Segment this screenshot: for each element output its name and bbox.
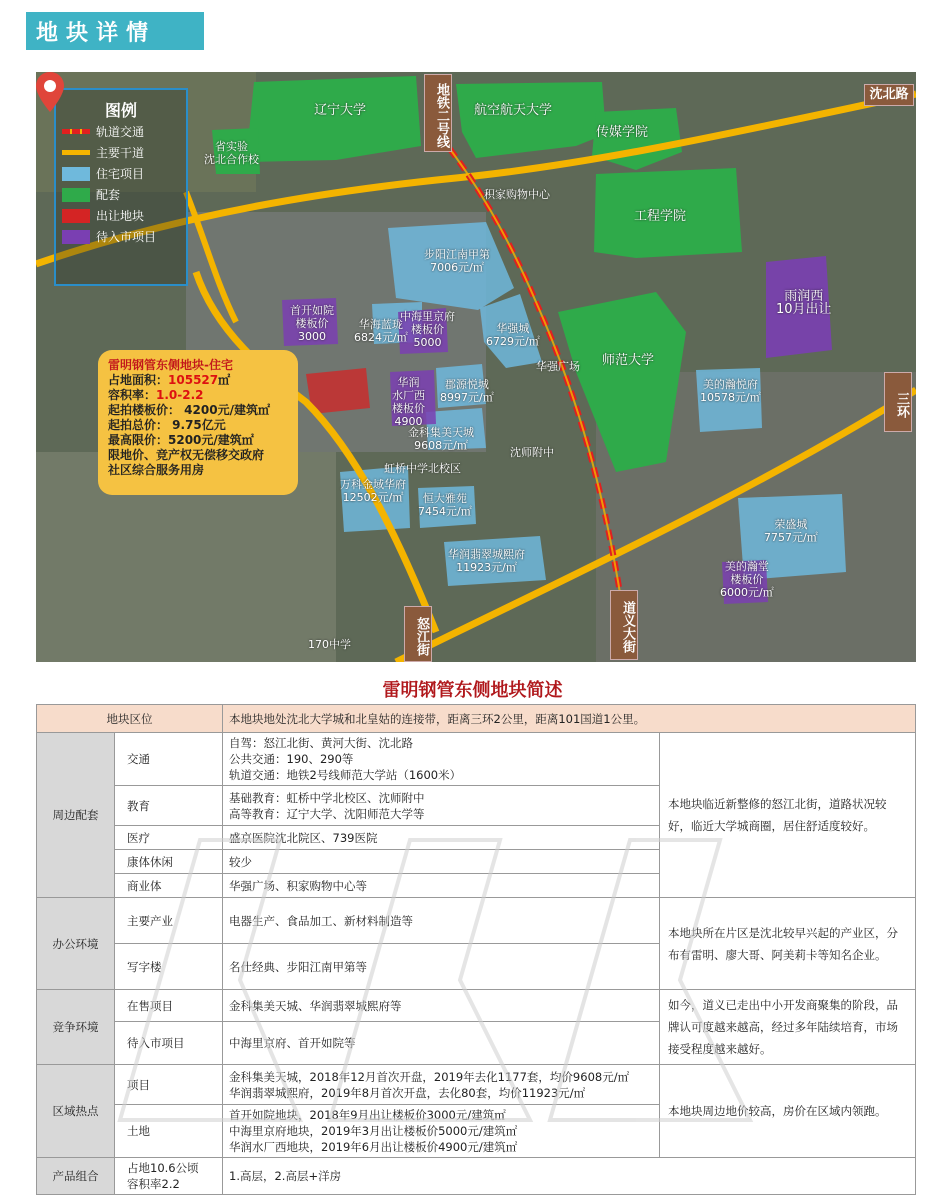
metro-line-tag: 地铁二号线 xyxy=(424,74,452,152)
supporting-swatch xyxy=(62,188,90,202)
sub-cell: 交通 xyxy=(115,733,223,786)
sub-cell: 写字楼 xyxy=(115,944,223,990)
sanhuan-tag: 三环 xyxy=(884,372,912,432)
label-junyuan: 郡源悦城 8997元/㎡ xyxy=(440,378,494,404)
sub-cell: 土地 xyxy=(115,1105,223,1158)
road-swatch xyxy=(62,150,90,155)
parcel-area: 占地面积：105527㎡ xyxy=(108,373,231,387)
value-cell: 中海里京府、首开如院等 xyxy=(223,1022,660,1065)
location-pin-icon xyxy=(36,72,64,112)
legend-item-road: 主要干道 xyxy=(62,142,186,163)
label-hongqiao: 虹桥中学北校区 xyxy=(384,462,461,475)
label-media-college: 传媒学院 xyxy=(596,125,649,140)
section-title: 雷明钢管东侧地块简述 xyxy=(382,680,563,701)
table-row xyxy=(37,733,916,786)
label-huahai: 华海蓝珑 6824元/㎡ xyxy=(354,318,408,344)
label-shiyan-school: 省实验 沈北合作校 xyxy=(204,140,259,166)
category-cell: 办公环境 xyxy=(37,898,115,990)
value-cell: 盛京医院沈北院区、739医院 xyxy=(223,826,660,850)
legend-item-supporting: 配套 xyxy=(62,184,186,205)
label-huaqiang-plaza: 华强广场 xyxy=(536,360,580,373)
category-cell: 产品组合 xyxy=(37,1158,115,1195)
residential-swatch xyxy=(62,167,90,181)
value-cell: 基础教育：虹桥中学北校区、沈师附中 高等教育：辽宁大学、沈阳师范大学等 xyxy=(223,786,660,826)
label-liaoning-univ: 辽宁大学 xyxy=(314,103,367,118)
parcel-summary-table xyxy=(36,704,916,1195)
label-shenshi: 沈师附中 xyxy=(510,446,554,459)
shenbei-road-tag: 沈北路 xyxy=(864,84,914,106)
note-cell: 本地块周边地价较高，房价在区域内领跑。 xyxy=(660,1065,916,1158)
label-yurunxi: 雨润西 10月出让 xyxy=(776,289,832,317)
legend-item-rail: 轨道交通 xyxy=(62,121,186,142)
value-cell: 名仕经典、步阳江南甲第等 xyxy=(223,944,660,990)
value-cell: 华强广场、积家购物中心等 xyxy=(223,874,660,898)
parcel-max-price: 最高限价：5200元/建筑㎡ xyxy=(108,433,254,447)
legend-title: 图例 xyxy=(104,101,137,120)
parcel-info-title: 雷明钢管东侧地块-住宅 xyxy=(108,358,233,372)
label-huaqiang: 华强城 6729元/㎡ xyxy=(486,322,540,348)
upcoming-swatch xyxy=(62,230,90,244)
legend-item-upcoming: 待入市项目 xyxy=(62,226,186,247)
parcel-start-price: 起拍楼板价： 4200元/建筑㎡ xyxy=(108,403,270,417)
label-aerospace-univ: 航空航天大学 xyxy=(474,103,553,118)
value-cell: 1.高层，2.高层+洋房 xyxy=(223,1158,916,1195)
label-jinke: 金科集美天城 9608元/㎡ xyxy=(408,426,474,452)
label-wanke: 万科金域华府 12502元/㎡ xyxy=(340,478,406,504)
page-title: 地块详情 xyxy=(36,20,157,46)
sub-cell: 待入市项目 xyxy=(115,1022,223,1065)
sub-cell: 康体休闲 xyxy=(115,850,223,874)
note-cell: 如今，道义已走出中小开发商聚集的阶段，品牌认可度越来越高，经过多年陆续培育，市场接受程度越来越好。 xyxy=(660,990,916,1065)
value-cell: 电器生产、食品加工、新材料制造等 xyxy=(223,898,660,944)
sub-cell: 主要产业 xyxy=(115,898,223,944)
sub-cell: 教育 xyxy=(115,786,223,826)
parcel-info-box xyxy=(98,350,298,495)
label-shoukai: 首开如院 楼板价 3000 xyxy=(290,304,334,343)
label-meide-ya: 美的瀚悦府 10578元/㎡ xyxy=(700,378,761,404)
location-label: 地块区位 xyxy=(37,705,223,733)
legend-item-residential: 住宅项目 xyxy=(62,163,186,184)
liaoning-university-area xyxy=(246,76,421,162)
label-engineering-college: 工程学院 xyxy=(634,209,687,224)
label-zhonghai: 中海里京府 楼板价 5000 xyxy=(400,310,455,349)
parcel-start-total: 起拍总价： 9.75亿元 xyxy=(108,418,226,432)
sub-cell: 医疗 xyxy=(115,826,223,850)
page-header xyxy=(26,12,204,50)
value-cell: 金科集美天城、华润翡翠城熙府等 xyxy=(223,990,660,1022)
label-jijia-mall: 积家购物中心 xyxy=(484,188,550,201)
daoyi-street-tag: 道义大街 xyxy=(610,590,638,660)
value-cell: 首开如院地块，2018年9月出让楼板价3000元/建筑㎡ 中海里京府地块，2019年3月出让楼板价5000元/建筑㎡ 华润水厂西地块，2019年6月出让楼板价4900元/建筑㎡ xyxy=(223,1105,660,1158)
map-legend xyxy=(54,88,188,286)
label-hengda: 恒大雅苑 7454元/㎡ xyxy=(418,492,472,518)
note-cell: 本地块临近新整修的怒江北街，道路状况较好，临近大学城商圈，居住舒适度较好。 xyxy=(660,733,916,898)
legend-item-parcel: 出让地块 xyxy=(62,205,186,226)
sub-cell: 占地10.6公顷 容积率2.2 xyxy=(115,1158,223,1195)
value-cell: 自驾：怒江北街、黄河大街、沈北路 公共交通：190、290等 轨道交通：地铁2号线师范大学站（1600米） xyxy=(223,733,660,786)
label-school170: 170中学 xyxy=(308,638,351,651)
table-row xyxy=(37,898,916,944)
label-normal-univ: 师范大学 xyxy=(602,353,655,368)
sub-cell: 项目 xyxy=(115,1065,223,1105)
table-row-location xyxy=(37,705,916,733)
parcel-swatch xyxy=(62,209,90,223)
table-row xyxy=(37,990,916,1022)
value-cell: 较少 xyxy=(223,850,660,874)
label-meide-hao: 美的瀚堂 楼板价 6000元/㎡ xyxy=(720,560,774,599)
sub-cell: 在售项目 xyxy=(115,990,223,1022)
sub-cell: 商业体 xyxy=(115,874,223,898)
category-cell: 竞争环境 xyxy=(37,990,115,1065)
table-row xyxy=(37,1065,916,1105)
label-rongsheng: 荣盛城 7757元/㎡ xyxy=(764,518,818,544)
parcel-rule-2: 社区综合服务用房 xyxy=(108,463,205,477)
label-buyang: 步阳江南甲第 7006元/㎡ xyxy=(424,248,490,274)
parcel-rule: 限地价、竞产权无偿移交政府 xyxy=(108,448,265,462)
nujiang-street-tag: 怒江街 xyxy=(404,606,432,662)
location-value: 本地块地处沈北大学城和北皇姑的连接带，距离三环2公里，距离101国道1公里。 xyxy=(223,705,916,733)
label-huarun-shui: 华润 水厂西 楼板价 4900 xyxy=(392,376,425,428)
table-row-product xyxy=(37,1158,916,1195)
label-huarun-fei: 华润翡翠城熙府 11923元/㎡ xyxy=(448,548,525,574)
note-cell: 本地块所在片区是沈北较早兴起的产业区，分布有雷明、廖大哥、阿美莉卡等知名企业。 xyxy=(660,898,916,990)
value-cell: 金科集美天城，2018年12月首次开盘，2019年去化1177套，均价9608元/㎡ 华润翡翠城熙府，2019年8月首次开盘，去化80套，均价11923元/㎡ xyxy=(223,1065,660,1105)
site-map xyxy=(36,72,916,662)
category-cell: 区域热点 xyxy=(37,1065,115,1158)
category-cell: 周边配套 xyxy=(37,733,115,898)
rail-swatch xyxy=(62,129,90,134)
parcel-far: 容积率：1.0-2.2 xyxy=(108,388,204,402)
